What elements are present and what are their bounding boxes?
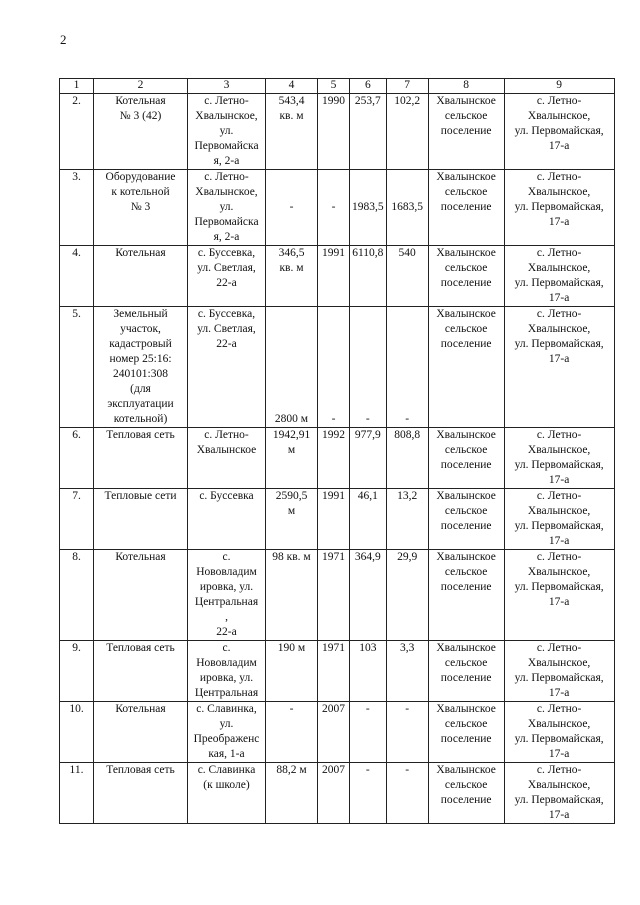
table-row [60, 702, 615, 763]
address-cell: с. Нововладим ировка, ул. Центральная , 22-а [188, 550, 266, 641]
owner-cell: Хвалынское сельское поселение [428, 641, 504, 702]
address-cell: с. Буссевка, ул. Светлая, 22-а [188, 307, 266, 428]
object-name-cell: Котельная [94, 702, 188, 763]
area-cell: 88,2 м [266, 763, 318, 824]
row-number-cell: 3. [60, 170, 94, 246]
header-row [60, 79, 615, 94]
object-name-cell: Тепловая сеть [94, 641, 188, 702]
owner-cell: Хвалынское сельское поселение [428, 170, 504, 246]
column-number-cell: 5 [318, 79, 350, 94]
address-cell: с. Славинка (к школе) [188, 763, 266, 824]
row-number-cell: 11. [60, 763, 94, 824]
address-cell: с. Буссевка [188, 489, 266, 550]
object-name-cell: Котельная № 3 (42) [94, 94, 188, 170]
address-cell: с. Славинка, ул. Преображенс кая, 1-а [188, 702, 266, 763]
table-row [60, 307, 615, 428]
column-number-cell: 8 [428, 79, 504, 94]
value-cell: 102,2 [386, 94, 428, 170]
object-name-cell: Земельный участок, кадастровый номер 25:16: 240101:308 (для эксплуатации котельной) [94, 307, 188, 428]
column-number-cell: 4 [266, 79, 318, 94]
value-cell: 977,9 [350, 428, 387, 489]
table-row [60, 550, 615, 641]
value-cell: 103 [350, 641, 387, 702]
object-name-cell: Тепловая сеть [94, 763, 188, 824]
column-number-cell: 3 [188, 79, 266, 94]
value-cell: - [350, 307, 387, 428]
location-cell: с. Летно- Хвалынское, ул. Первомайская, 17-а [504, 550, 614, 641]
owner-cell: Хвалынское сельское поселение [428, 702, 504, 763]
value-cell: 46,1 [350, 489, 387, 550]
value-cell: 3,3 [386, 641, 428, 702]
owner-cell: Хвалынское сельское поселение [428, 94, 504, 170]
row-number-cell: 6. [60, 428, 94, 489]
owner-cell: Хвалынское сельское поселение [428, 489, 504, 550]
address-cell: с. Летно- Хвалынское, ул. Первомайска я, 2-а [188, 94, 266, 170]
year-cell: - [318, 307, 350, 428]
year-cell: - [318, 170, 350, 246]
location-cell: с. Летно- Хвалынское, ул. Первомайская, 17-а [504, 94, 614, 170]
object-name-cell: Котельная [94, 246, 188, 307]
owner-cell: Хвалынское сельское поселение [428, 763, 504, 824]
value-cell: 540 [386, 246, 428, 307]
table-row [60, 94, 615, 170]
value-cell: 6110,8 [350, 246, 387, 307]
year-cell: 1971 [318, 641, 350, 702]
value-cell: 13,2 [386, 489, 428, 550]
area-cell: 1942,91 м [266, 428, 318, 489]
row-number-cell: 4. [60, 246, 94, 307]
year-cell: 1991 [318, 489, 350, 550]
value-cell: 1983,5 [350, 170, 387, 246]
year-cell: 1991 [318, 246, 350, 307]
area-cell: 543,4 кв. м [266, 94, 318, 170]
year-cell: 2007 [318, 763, 350, 824]
row-number-cell: 8. [60, 550, 94, 641]
address-cell: с. Нововладим ировка, ул. Центральная [188, 641, 266, 702]
value-cell: - [386, 307, 428, 428]
year-cell: 1990 [318, 94, 350, 170]
value-cell: 808,8 [386, 428, 428, 489]
area-cell: 2800 м [266, 307, 318, 428]
area-cell: 2590,5 м [266, 489, 318, 550]
location-cell: с. Летно- Хвалынское, ул. Первомайская, 17-а [504, 307, 614, 428]
table-row [60, 246, 615, 307]
object-name-cell: Оборудование к котельной № 3 [94, 170, 188, 246]
value-cell: - [386, 702, 428, 763]
location-cell: с. Летно- Хвалынское, ул. Первомайская, 17-а [504, 763, 614, 824]
location-cell: с. Летно- Хвалынское, ул. Первомайская, 17-а [504, 489, 614, 550]
value-cell: 1683,5 [386, 170, 428, 246]
owner-cell: Хвалынское сельское поселение [428, 246, 504, 307]
area-cell: - [266, 170, 318, 246]
object-name-cell: Тепловые сети [94, 489, 188, 550]
property-table [59, 78, 615, 824]
location-cell: с. Летно- Хвалынское, ул. Первомайская, 17-а [504, 428, 614, 489]
column-number-cell: 9 [504, 79, 614, 94]
address-cell: с. Буссевка, ул. Светлая, 22-а [188, 246, 266, 307]
value-cell: 364,9 [350, 550, 387, 641]
owner-cell: Хвалынское сельское поселение [428, 550, 504, 641]
row-number-cell: 10. [60, 702, 94, 763]
table-row [60, 489, 615, 550]
value-cell: 29,9 [386, 550, 428, 641]
column-number-cell: 7 [386, 79, 428, 94]
owner-cell: Хвалынское сельское поселение [428, 428, 504, 489]
year-cell: 1971 [318, 550, 350, 641]
value-cell: - [350, 763, 387, 824]
value-cell: - [350, 702, 387, 763]
value-cell: - [386, 763, 428, 824]
address-cell: с. Летно- Хвалынское [188, 428, 266, 489]
table-row [60, 428, 615, 489]
value-cell: 253,7 [350, 94, 387, 170]
area-cell: - [266, 702, 318, 763]
location-cell: с. Летно- Хвалынское, ул. Первомайская, 17-а [504, 170, 614, 246]
column-number-cell: 6 [350, 79, 387, 94]
column-number-cell: 1 [60, 79, 94, 94]
address-cell: с. Летно- Хвалынское, ул. Первомайска я, 2-а [188, 170, 266, 246]
year-cell: 1992 [318, 428, 350, 489]
object-name-cell: Тепловая сеть [94, 428, 188, 489]
table-row [60, 641, 615, 702]
row-number-cell: 9. [60, 641, 94, 702]
row-number-cell: 5. [60, 307, 94, 428]
year-cell: 2007 [318, 702, 350, 763]
location-cell: с. Летно- Хвалынское, ул. Первомайская, 17-а [504, 641, 614, 702]
location-cell: с. Летно- Хвалынское, ул. Первомайская, 17-а [504, 246, 614, 307]
column-number-cell: 2 [94, 79, 188, 94]
location-cell: с. Летно- Хвалынское, ул. Первомайская, 17-а [504, 702, 614, 763]
object-name-cell: Котельная [94, 550, 188, 641]
row-number-cell: 7. [60, 489, 94, 550]
owner-cell: Хвалынское сельское поселение [428, 307, 504, 428]
area-cell: 190 м [266, 641, 318, 702]
area-cell: 346,5 кв. м [266, 246, 318, 307]
table-row [60, 763, 615, 824]
table-row [60, 170, 615, 246]
area-cell: 98 кв. м [266, 550, 318, 641]
page-number: 2 [60, 32, 67, 47]
row-number-cell: 2. [60, 94, 94, 170]
